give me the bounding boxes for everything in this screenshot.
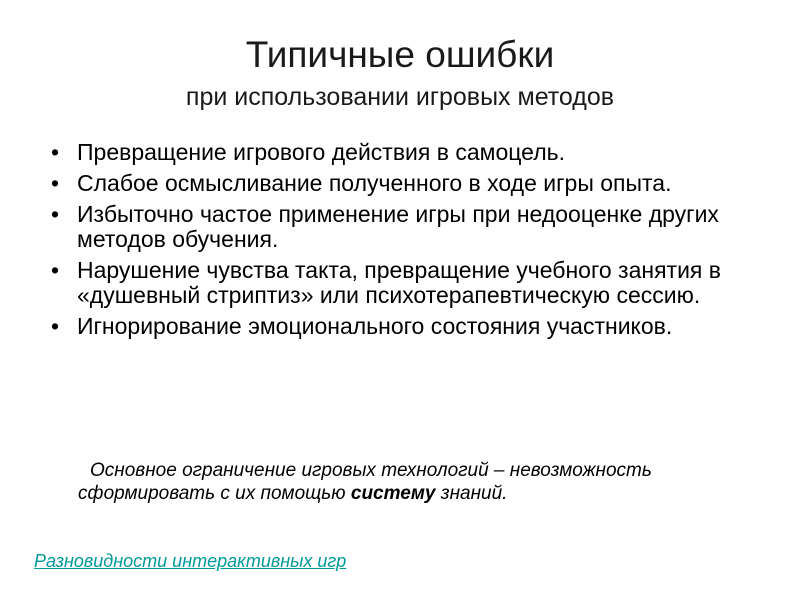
- bullet-item: [40, 202, 760, 252]
- bullet-text: Нарушение чувства такта, превращение учебного занятия в «душевный стриптиз» или психотерапевтическую сессию.: [77, 257, 721, 308]
- interactive-games-link[interactable]: Разновидности интерактивных игр: [34, 551, 347, 571]
- slide-subtitle: при использовании игровых методов: [185, 83, 615, 111]
- slide-title: Типичные ошибки: [245, 34, 555, 75]
- bullet-text: Игнорирование эмоционального состояния участников.: [77, 313, 673, 339]
- bullet-text: Превращение игрового действия в самоцель.: [77, 139, 565, 165]
- bullet-dot-icon: •: [51, 201, 60, 227]
- bullet-item: [40, 171, 760, 196]
- bullet-dot-icon: •: [51, 170, 60, 196]
- bullet-dot-icon: •: [51, 313, 60, 339]
- bullet-item: [40, 258, 760, 308]
- bullet-item: [40, 314, 760, 339]
- summary-note-emphasis: систему: [350, 483, 436, 504]
- bullet-dot-icon: •: [51, 139, 60, 165]
- bullet-list: [40, 140, 760, 345]
- summary-note-tail: знаний.: [435, 483, 508, 504]
- summary-note-text: Основное ограничение игровых технологий – невозможность сформировать с их помощью: [78, 460, 652, 504]
- bullet-text: Избыточно частое применение игры при недооценке других методов обучения.: [77, 201, 719, 252]
- summary-note: [78, 459, 768, 505]
- bullet-text: Слабое осмысливание полученного в ходе игры опыта.: [77, 170, 672, 196]
- bullet-item: [40, 140, 760, 165]
- bullet-dot-icon: •: [51, 257, 60, 283]
